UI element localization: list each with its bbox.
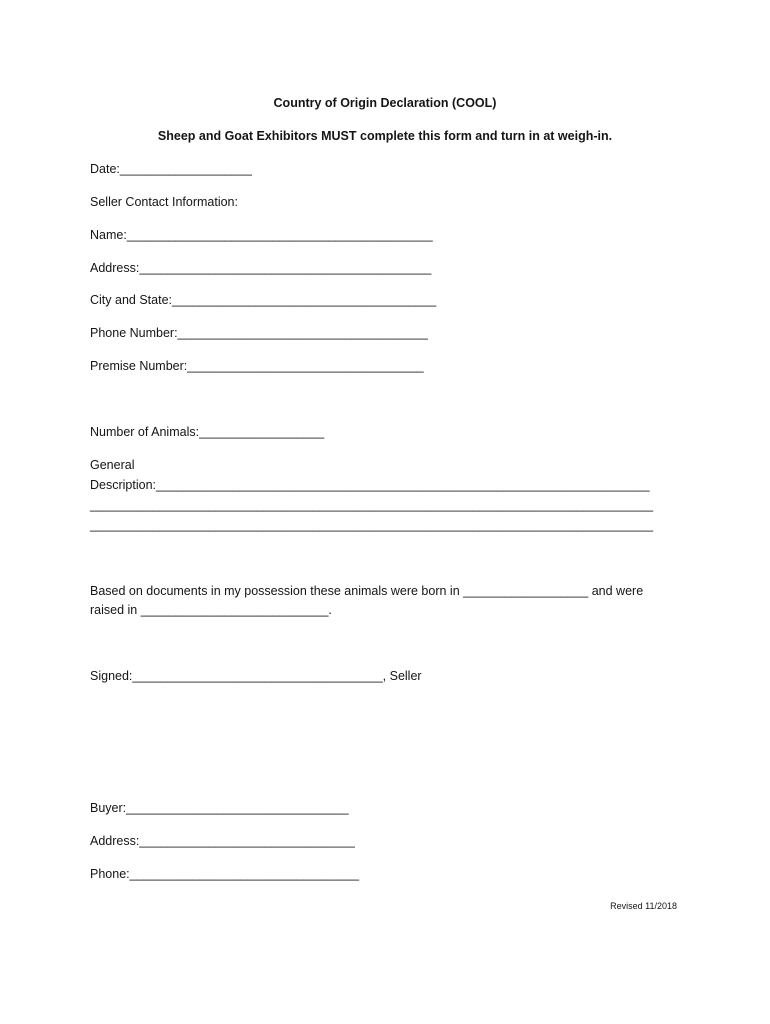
form-subtitle: Sheep and Goat Exhibitors MUST complete this form and turn in at weigh-in. [157,129,613,143]
buyer-phone-field[interactable]: Phone:_________________________________ [90,867,360,881]
form-title: Country of Origin Declaration (COOL) [273,96,497,110]
name-field[interactable]: Name:____________________________________________ [90,228,433,242]
phone-number-field[interactable]: Phone Number:____________________________________ [90,326,428,340]
seller-contact-heading: Seller Contact Information: [90,195,238,209]
general-label: General [90,458,135,472]
buyer-address-field[interactable]: Address:_______________________________ [90,834,355,848]
number-of-animals-field[interactable]: Number of Animals:__________________ [90,425,325,439]
date-field[interactable]: Date:___________________ [90,162,252,176]
premise-number-field[interactable]: Premise Number:__________________________________ [90,359,424,373]
declaration-line-2[interactable]: raised in ___________________________. [90,603,332,617]
city-state-field[interactable]: City and State:______________________________________ [90,293,437,307]
buyer-field[interactable]: Buyer:________________________________ [90,801,349,815]
revision-note: Revised 11/2018 [610,901,677,911]
signature-field[interactable]: Signed:____________________________________, Seller [90,669,422,683]
declaration-line-1[interactable]: Based on documents in my possession these animals were born in __________________ and were [90,584,644,598]
address-field[interactable]: Address:__________________________________________ [90,261,432,275]
description-field[interactable]: Description:_______________________________________________________________________ [90,478,650,492]
description-line-2[interactable]: _________________________________________________________________________________ [90,498,654,512]
description-line-3[interactable]: _________________________________________________________________________________ [90,518,654,532]
